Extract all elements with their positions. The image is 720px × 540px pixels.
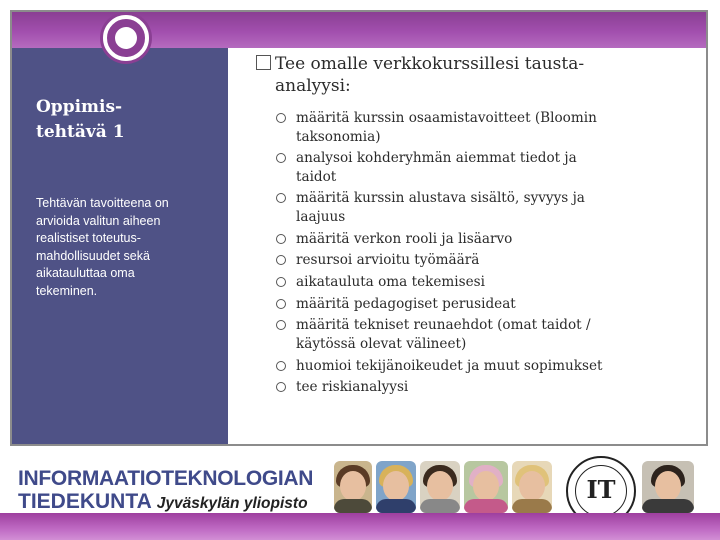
task-list-item bbox=[276, 316, 696, 353]
sidebar-description-line: realistiset toteutus- bbox=[36, 231, 141, 245]
task-list-item-text: analysoi kohderyhmän aiemmat tiedot ja bbox=[296, 150, 577, 167]
person-photo bbox=[334, 461, 372, 513]
sidebar-description-line: tekeminen. bbox=[36, 283, 98, 298]
task-list-item bbox=[276, 149, 696, 186]
task-list-item bbox=[276, 273, 696, 292]
task-list-item-text: huomioi tekijänoikeudet ja muut sopimukset bbox=[296, 357, 603, 374]
task-list-item-text: laajuus bbox=[296, 208, 346, 225]
person-photo bbox=[512, 461, 552, 513]
university-name: Jyväskylän yliopisto bbox=[156, 495, 308, 512]
faculty-name: INFORMAATIOTEKNOLOGIAN bbox=[18, 467, 314, 490]
seal-mark: IT bbox=[586, 475, 616, 504]
sidebar-title bbox=[36, 95, 216, 145]
main-heading-line: Tee omalle verkkokurssillesi tausta- bbox=[275, 54, 585, 74]
task-list-item-text: käytössä olevat välineet) bbox=[296, 335, 467, 352]
sidebar-description-line: aikatauluttaa oma bbox=[36, 266, 135, 280]
circle-bullet-icon bbox=[276, 255, 286, 265]
task-list-item-text: määritä tekniset reunaehdot (omat taidot / bbox=[296, 317, 591, 334]
task-list-item-text: resursoi arvioitu työmäärä bbox=[296, 252, 480, 269]
person-photo bbox=[464, 461, 508, 513]
circle-bullet-icon bbox=[276, 193, 286, 203]
task-list-item bbox=[276, 109, 696, 146]
task-list-item-text: taidot bbox=[296, 168, 337, 185]
task-list-item-text: määritä kurssin alustava sisältö, syvyys ja bbox=[296, 190, 585, 207]
task-list-item-text: aikatauluta oma tekemisesi bbox=[296, 273, 485, 290]
faculty-logo-text bbox=[18, 468, 338, 516]
ring-ornament bbox=[103, 15, 149, 61]
sidebar-description-line: Tehtävän tavoitteena on bbox=[36, 196, 169, 210]
task-list-item bbox=[276, 230, 696, 249]
sidebar-title-line: Oppimis- bbox=[36, 97, 123, 117]
person-photo bbox=[420, 461, 460, 513]
circle-bullet-icon bbox=[276, 382, 286, 392]
task-list-item bbox=[276, 295, 696, 314]
circle-bullet-icon bbox=[276, 320, 286, 330]
person-photo bbox=[376, 461, 416, 513]
square-bullet-icon bbox=[256, 55, 271, 70]
task-list-item bbox=[276, 189, 696, 226]
main-heading bbox=[256, 53, 696, 97]
circle-bullet-icon bbox=[276, 113, 286, 123]
sidebar-description bbox=[36, 195, 216, 300]
task-list-item-text: määritä pedagogiset perusideat bbox=[296, 295, 516, 312]
task-list-item bbox=[276, 357, 696, 376]
people-photo-strip bbox=[330, 455, 715, 513]
circle-bullet-icon bbox=[276, 153, 286, 163]
task-list bbox=[276, 109, 696, 400]
sidebar-description-line: arvioida valitun aiheen bbox=[36, 213, 161, 228]
faculty-department: TIEDEKUNTA bbox=[18, 490, 152, 513]
circle-bullet-icon bbox=[276, 361, 286, 371]
sidebar-description-line: mahdollisuudet sekä bbox=[36, 248, 150, 263]
task-list-item bbox=[276, 251, 696, 270]
task-list-item bbox=[276, 378, 696, 397]
main-heading-line: analyysi: bbox=[275, 76, 351, 96]
task-list-item-text: taksonomia) bbox=[296, 128, 381, 145]
sidebar-title-line: tehtävä 1 bbox=[36, 122, 125, 142]
bottom-bar bbox=[0, 513, 720, 540]
circle-bullet-icon bbox=[276, 277, 286, 287]
task-list-item-text: määritä kurssin osaamistavoitteet (Bloomin bbox=[296, 110, 597, 126]
task-list-item-text: tee riskianalyysi bbox=[296, 379, 409, 396]
circle-bullet-icon bbox=[276, 234, 286, 244]
circle-bullet-icon bbox=[276, 299, 286, 309]
task-list-item-text: määritä verkon rooli ja lisäarvo bbox=[296, 230, 513, 247]
person-photo bbox=[642, 461, 694, 513]
